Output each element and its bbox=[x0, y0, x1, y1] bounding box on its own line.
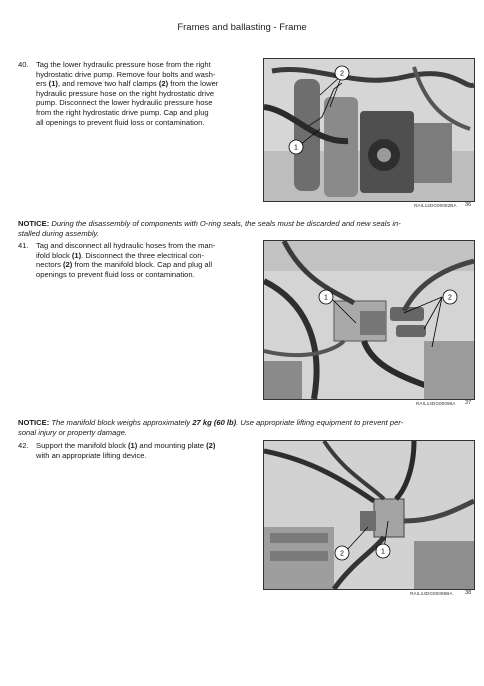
text-line: hydrostatic drive pump. Remove four bolts and wash- bbox=[36, 69, 216, 79]
step-text bbox=[36, 441, 215, 460]
bold-reference: (2) bbox=[206, 441, 216, 450]
text-line: from the right hydrostatic drive pump. Cap and plug bbox=[36, 107, 209, 117]
figure-37-number: 37 bbox=[465, 400, 472, 406]
callout-2: 2 bbox=[340, 70, 344, 78]
text-line: stalled during assembly. bbox=[18, 228, 99, 238]
step-text bbox=[36, 60, 218, 127]
callout-2: 2 bbox=[340, 550, 344, 558]
callout-2: 2 bbox=[448, 294, 452, 302]
figure-36-photo bbox=[263, 58, 475, 202]
bold-reference: (2) bbox=[158, 79, 169, 89]
notice-manifold-weight bbox=[18, 418, 474, 437]
step-number: 42. bbox=[18, 441, 29, 450]
text-line: all openings to prevent fluid loss or contamination. bbox=[36, 117, 205, 127]
text-line: hydraulic pressure hose on the right hydrostatic drive bbox=[36, 88, 215, 98]
text-line: NOTICE: During the disassembly of components with O-ring seals, the seals must be discarded and new seals in- bbox=[18, 219, 401, 228]
page-header: Frames and ballasting - Frame bbox=[177, 22, 307, 33]
text-line: sonal injury or property damage. bbox=[18, 427, 127, 437]
hydrostatic-pump-illustration bbox=[264, 59, 474, 201]
text-line: Tag the lower hydraulic pressure hose from the right bbox=[36, 60, 211, 69]
figure-37-ref: RAIL14DG00098A bbox=[416, 401, 456, 406]
bold-reference: 27 kg (60 lb) bbox=[192, 418, 237, 427]
manifold-block-illustration bbox=[264, 241, 474, 399]
bold-reference: (1) bbox=[71, 250, 82, 260]
figure-38-ref: RAIL14DG00096BA bbox=[410, 591, 453, 596]
text-line: openings to prevent fluid loss or contamination. bbox=[36, 269, 195, 279]
step-number: 41. bbox=[18, 241, 29, 250]
step-number: 40. bbox=[18, 60, 29, 69]
figure-38-photo bbox=[263, 440, 475, 590]
figure-36-number: 36 bbox=[465, 202, 472, 208]
text-line: ifold block (1). Disconnect the three electrical con- bbox=[36, 250, 204, 260]
text-line: Tag and disconnect all hydraulic hoses from the man- bbox=[36, 241, 216, 250]
figure-37-photo bbox=[263, 240, 475, 400]
text-line: Support the manifold block (1) and mounting plate (2) bbox=[36, 441, 216, 450]
notice-label: NOTICE: bbox=[18, 219, 50, 228]
text-line: ers (1), and remove two half clamps (2) from the lower bbox=[36, 79, 219, 89]
bold-reference: (1) bbox=[48, 79, 58, 89]
text-line: with an appropriate lifting device. bbox=[36, 450, 147, 460]
callout-1: 1 bbox=[381, 548, 385, 556]
text-line: nectors (2) from the manifold block. Cap and plug all bbox=[36, 260, 213, 270]
callout-1: 1 bbox=[324, 294, 328, 302]
notice-label: NOTICE: bbox=[18, 418, 50, 427]
figure-38-number: 38 bbox=[465, 590, 472, 596]
figure-36-ref: RAIL14DG00082BA bbox=[414, 203, 457, 208]
notice-o-ring bbox=[18, 219, 474, 238]
text-line: NOTICE: The manifold block weighs approximately 27 kg (60 lb). Use appropriate lifting equipment to prevent per- bbox=[18, 418, 404, 427]
bold-reference: (1) bbox=[128, 441, 138, 450]
step-text bbox=[36, 241, 215, 279]
bold-reference: (2) bbox=[63, 260, 73, 270]
callout-1: 1 bbox=[294, 144, 298, 152]
lifting-device-illustration bbox=[264, 441, 474, 589]
text-line: pump. Disconnect the lower hydraulic pressure hose bbox=[36, 98, 213, 108]
